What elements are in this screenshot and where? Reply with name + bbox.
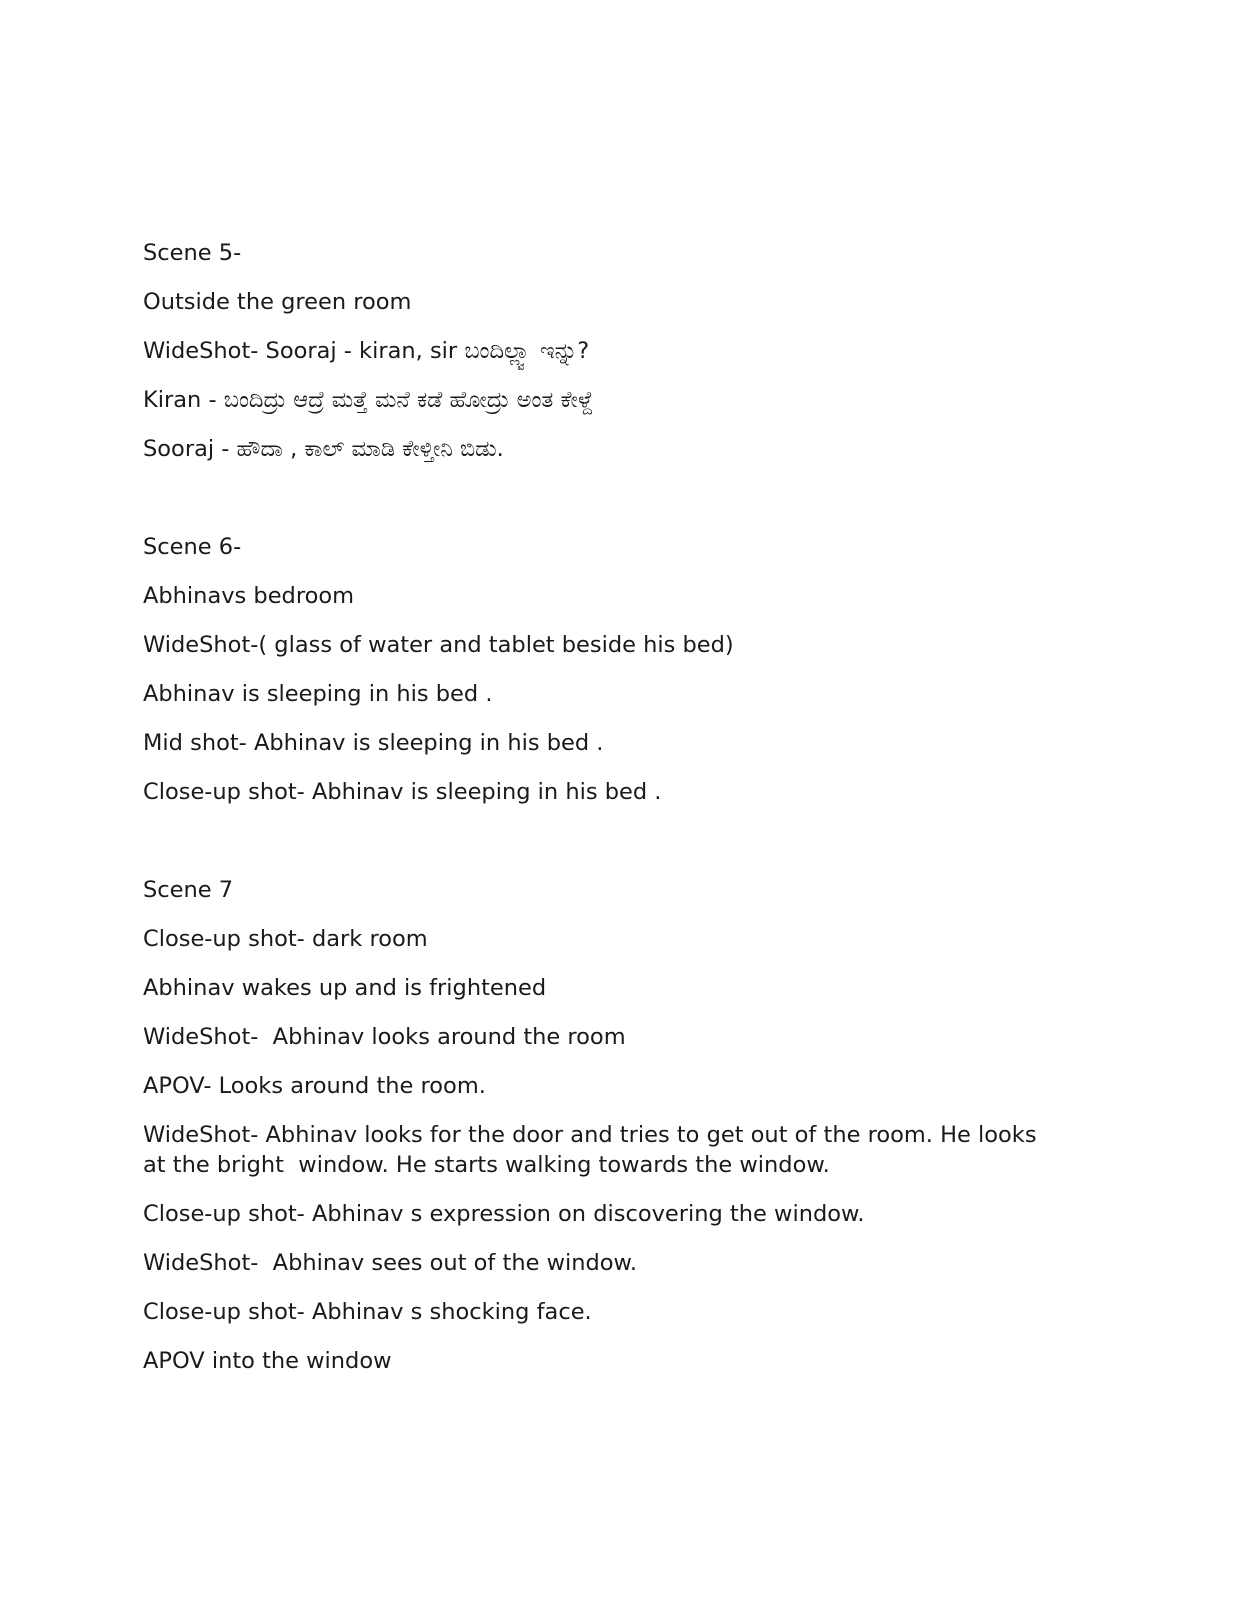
- scene-line: Close-up shot- Abhinav s shocking face.: [143, 1299, 592, 1325]
- scene-line: Outside the green room: [143, 289, 412, 315]
- scene-line: Close-up shot- Abhinav is sleeping in his bed .: [143, 779, 662, 805]
- scene-line: WideShot-( glass of water and tablet beside his bed): [143, 632, 734, 658]
- scene-heading: Scene 7: [143, 877, 234, 903]
- scene-line: WideShot- Abhinav sees out of the window.: [143, 1250, 638, 1276]
- scene-line: Abhinav wakes up and is frightened: [143, 975, 547, 1001]
- scene-line: WideShot- Abhinav looks for the door and tries to get out of the room. He looks at the bright window. He starts walking towards the window.: [143, 1122, 1044, 1178]
- scene-line: Mid shot- Abhinav is sleeping in his bed .: [143, 730, 604, 756]
- scene-line: Abhinav is sleeping in his bed .: [143, 681, 493, 707]
- scene-line: WideShot- Abhinav looks around the room: [143, 1024, 626, 1050]
- scene-line: Close-up shot- dark room: [143, 926, 428, 952]
- scene-line: APOV- Looks around the room.: [143, 1073, 486, 1099]
- scene-line: Sooraj - ಹೌದಾ , ಕಾಲ್ ಮಾಡಿ ಕೇಳ್ತೀನಿ ಬಿಡು.: [143, 436, 504, 462]
- scene-heading: Scene 5-: [143, 240, 242, 266]
- scene-line: Abhinavs bedroom: [143, 583, 355, 609]
- script-body: [143, 238, 1103, 1395]
- scene-separator: [143, 483, 1103, 532]
- scene-line: Kiran - ಬಂದಿದ್ರು ಆದ್ರೆ ಮತ್ತೆ ಮನೆ ಕಡೆ ಹೋದ್ರು ಅಂತ ಕೇಳ್ದೆ: [143, 387, 594, 413]
- scene-line: Close-up shot- Abhinav s expression on discovering the window.: [143, 1201, 865, 1227]
- scene-line: WideShot- Sooraj - kiran, sir ಬಂದಿಲ್ಲ್ವಾ ಇನ್ನು?: [143, 338, 590, 364]
- scene-heading: Scene 6-: [143, 534, 242, 560]
- scene-separator: [143, 826, 1103, 875]
- scene-line: APOV into the window: [143, 1348, 392, 1374]
